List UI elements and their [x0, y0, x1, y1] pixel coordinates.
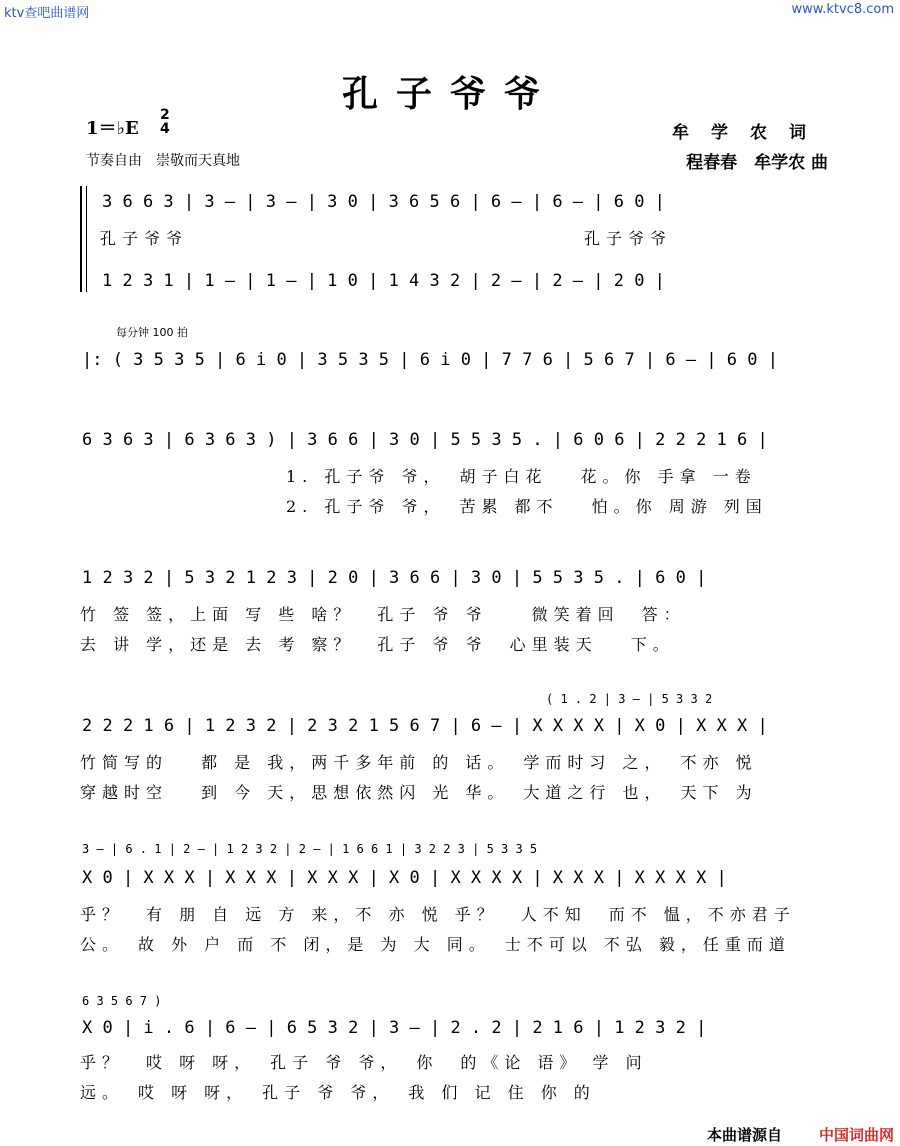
verse-line4-lyric2: 公。 故 外 户 而 不 闭，是 为 大 同。 士不可以 不弘 毅，任重而道 [80, 935, 791, 954]
time-sig-bottom: 4 [160, 121, 170, 137]
verse-line3-overlay: ( 1 . 2 | 3 – | 5 3 3 2 [546, 692, 713, 706]
system-brace [80, 186, 82, 292]
verse-line3-lyric1: 竹简写的 都 是 我，两千多年前 的 话。 学而时习 之， 不亦 悦 [80, 753, 758, 772]
page-title: 孔子爷爷 [341, 73, 558, 115]
intro-lyric: 孔子爷爷 孔子爷爷 [100, 229, 673, 248]
watermark-left: ktv查吧曲谱网 [4, 6, 90, 21]
verse-line2-notes: 1 2 3 2 | 5 3 2 1 2 3 | 2 0 | 3 6 6 | 3 0 | 5 5 3 5 . | 6 0 | [82, 568, 707, 588]
verse-line5-notes: X 0 | i . 6 | 6 – | 6 5 3 2 | 3 – | 2 . 2 | 2 1 6 | 1 2 3 2 | [82, 1018, 707, 1038]
system-brace-inner [86, 186, 87, 292]
intro-lower-notes: 1 2 3 1 | 1 – | 1 – | 1 0 | 1 4 3 2 | 2 – | 2 – | 2 0 | [102, 271, 665, 291]
time-signature [160, 108, 170, 136]
composer-credit: 程春春 牟学农 曲 [686, 153, 828, 173]
verse-line5-lyric1: 乎？ 哎 呀 呀， 孔子 爷 爷， 你 的《论 语》 学 问 [80, 1053, 648, 1072]
key-signature: 1＝♭E [86, 118, 139, 139]
verse-line4-lyric1: 乎？ 有 朋 自 远 方 来，不 亦 悦 乎？ 人不知 而不 愠，不亦君子 [80, 905, 796, 924]
lyricist-credit: 牟学农词 [672, 123, 828, 143]
verse-line5-overlay: 6 3 5 6 7 ) [82, 994, 162, 1008]
verse-line3-lyric2: 穿越时空 到 今 天，思想依然闪 光 华。 大道之行 也， 天下 为 [80, 783, 758, 802]
verse-line1-notes: 6 3 6 3 | 6 3 6 3 ) | 3 6 6 | 3 0 | 5 5 3 5 . | 6 0 6 | 2 2 2 1 6 | [82, 430, 768, 450]
verse-line3-notes: 2 2 2 1 6 | 1 2 3 2 | 2 3 2 1 5 6 7 | 6 – | X X X X | X 0 | X X X | [82, 716, 768, 736]
tempo-marking: 节奏自由 崇敬而天真地 [86, 153, 240, 169]
verse-line5-lyric2: 远。 哎 呀 呀， 孔子 爷 爷， 我 们 记 住 你 的 [80, 1083, 596, 1102]
verse-line2-lyric1: 竹 签 签，上面 写 些 啥？ 孔子 爷 爷 微笑着回 答： [80, 605, 686, 624]
watermark-right: www.ktvc8.com [791, 2, 894, 17]
tempo-mark: 每分钟 100 拍 [116, 326, 188, 339]
prelude-notes: |: ( 3 5 3 5 | 6 i 0 | 3 5 3 5 | 6 i 0 | 7 7 6 | 5 6 7 | 6 – | 6 0 | [82, 350, 778, 370]
source-site: 中国词曲网 [818, 1126, 894, 1144]
verse-line1-lyric1: 1. 孔子爷 爷， 胡子白花 花。你 手拿 一卷 [286, 467, 757, 486]
verse-line1-lyric2: 2. 孔子爷 爷， 苦累 都不 怕。你 周游 列国 [286, 497, 768, 516]
verse-line4-overlay: 3 – | 6 . 1 | 2 – | 1 2 3 2 | 2 – | 1 6 6 1 | 3 2 2 3 | 5 3 3 5 [82, 842, 538, 856]
intro-upper-notes: 3 6 6 3 | 3 – | 3 – | 3 0 | 3 6 5 6 | 6 – | 6 – | 6 0 | [102, 192, 665, 212]
source-credit: 本曲谱源自 [706, 1126, 782, 1144]
verse-line4-notes: X 0 | X X X | X X X | X X X | X 0 | X X X X | X X X | X X X X | [82, 868, 727, 888]
time-sig-top: 2 [160, 107, 170, 123]
verse-line2-lyric2: 去 讲 学，还是 去 考 察？ 孔子 爷 爷 心里装天 下。 [80, 635, 675, 654]
